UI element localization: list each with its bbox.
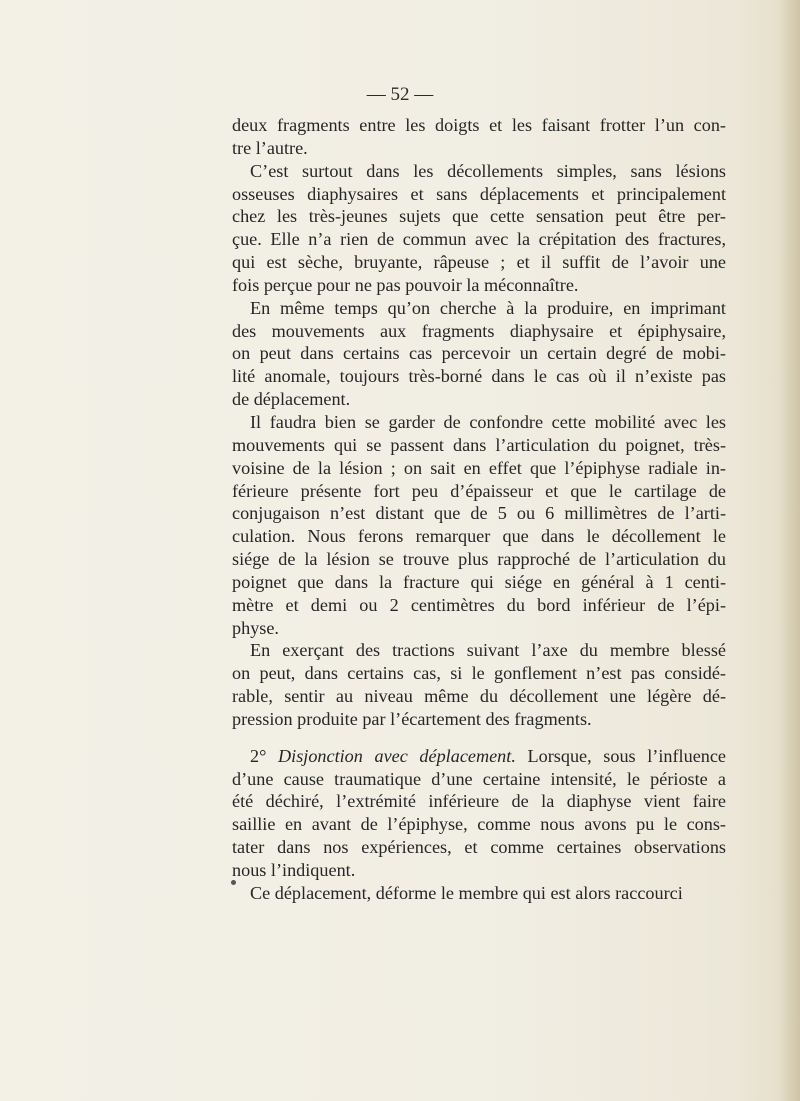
- text-line: siége de la lésion se trouve plus rapproché de l’articulation du: [232, 549, 726, 570]
- body-text: [232, 114, 726, 905]
- text-line: physe.: [232, 617, 279, 638]
- text-line: culation. Nous ferons remarquer que dans le décollement le: [232, 526, 726, 547]
- page-number: — 52 —: [366, 84, 434, 105]
- text-line: on peut, dans certains cas, si le gonflement n’est pas considé-: [232, 663, 726, 684]
- text-line: qui est sèche, bruyante, râpeuse ; et il suffit de l’avoir une: [232, 252, 726, 273]
- text-line: été déchiré, l’extrémité inférieure de la diaphyse vient faire: [232, 791, 726, 812]
- text-line: de déplacement.: [232, 389, 351, 410]
- text-line: deux fragments entre les doigts et les faisant frotter l’un con-: [232, 115, 726, 135]
- ink-speck: [231, 880, 236, 885]
- text-line: conjugaison n’est distant que de 5 ou 6 millimètres de l’arti-: [232, 503, 726, 524]
- text-line: osseuses diaphysaires et sans déplacements et principalement: [232, 183, 726, 204]
- text-line: poignet que dans la fracture qui siége en général à 1 centi-: [232, 571, 726, 592]
- text-line: pression produite par l’écartement des fragments.: [232, 708, 592, 729]
- text-line: tre l’autre.: [232, 137, 308, 158]
- page-edge-shadow: [778, 0, 800, 1101]
- text-line: Il faudra bien se garder de confondre cette mobilité avec les: [250, 411, 726, 432]
- text-line: En même temps qu’on cherche à la produire, en imprimant: [250, 297, 726, 318]
- text-line: férieure présente fort peu d’épaisseur et que le cartilage de: [232, 480, 726, 501]
- text-line: Ce déplacement, déforme le membre qui est alors raccourci: [250, 882, 683, 903]
- text-line: chez les très-jeunes sujets que cette sensation peut être per-: [232, 206, 726, 227]
- text-line: En exerçant des tractions suivant l’axe du membre blessé: [250, 640, 726, 661]
- text-line: tater dans nos expériences, et comme certaines observations: [232, 837, 726, 858]
- text-line: on peut dans certains cas percevoir un certain degré de mobi-: [232, 343, 726, 364]
- text-line: C’est surtout dans les décollements simples, sans lésions: [250, 160, 726, 181]
- section-heading-line: [232, 745, 726, 768]
- section-intro-text: Lorsque, sous l’influence: [515, 745, 727, 766]
- text-line: lité anomale, toujours très-borné dans le cas où il n’existe pas: [232, 366, 726, 387]
- text-line: rable, sentir au niveau même du décollement une légère dé-: [232, 686, 726, 707]
- text-line: mouvements qui se passent dans l’articulation du poignet, très-: [232, 434, 726, 455]
- text-line: des mouvements aux fragments diaphysaire et épiphysaire,: [232, 320, 726, 341]
- text-line: saillie en avant de l’épiphyse, comme nous avons pu le cons-: [232, 814, 726, 835]
- section-title: Disjonction avec déplacement.: [278, 745, 516, 766]
- text-line: d’une cause traumatique d’une certaine intensité, le périoste a: [232, 768, 726, 789]
- text-line: mètre et demi ou 2 centimètres du bord inférieur de l’épi-: [232, 594, 726, 615]
- text-line: fois perçue pour ne pas pouvoir la méconnaître.: [232, 274, 579, 295]
- section-number: 2°: [250, 745, 278, 766]
- text-line: voisine de la lésion ; on sait en effet que l’épiphyse radiale in-: [232, 457, 726, 478]
- text-line: nous l’indiquent.: [232, 860, 356, 880]
- text-line: çue. Elle n’a rien de commun avec la crépitation des fractures,: [232, 229, 726, 250]
